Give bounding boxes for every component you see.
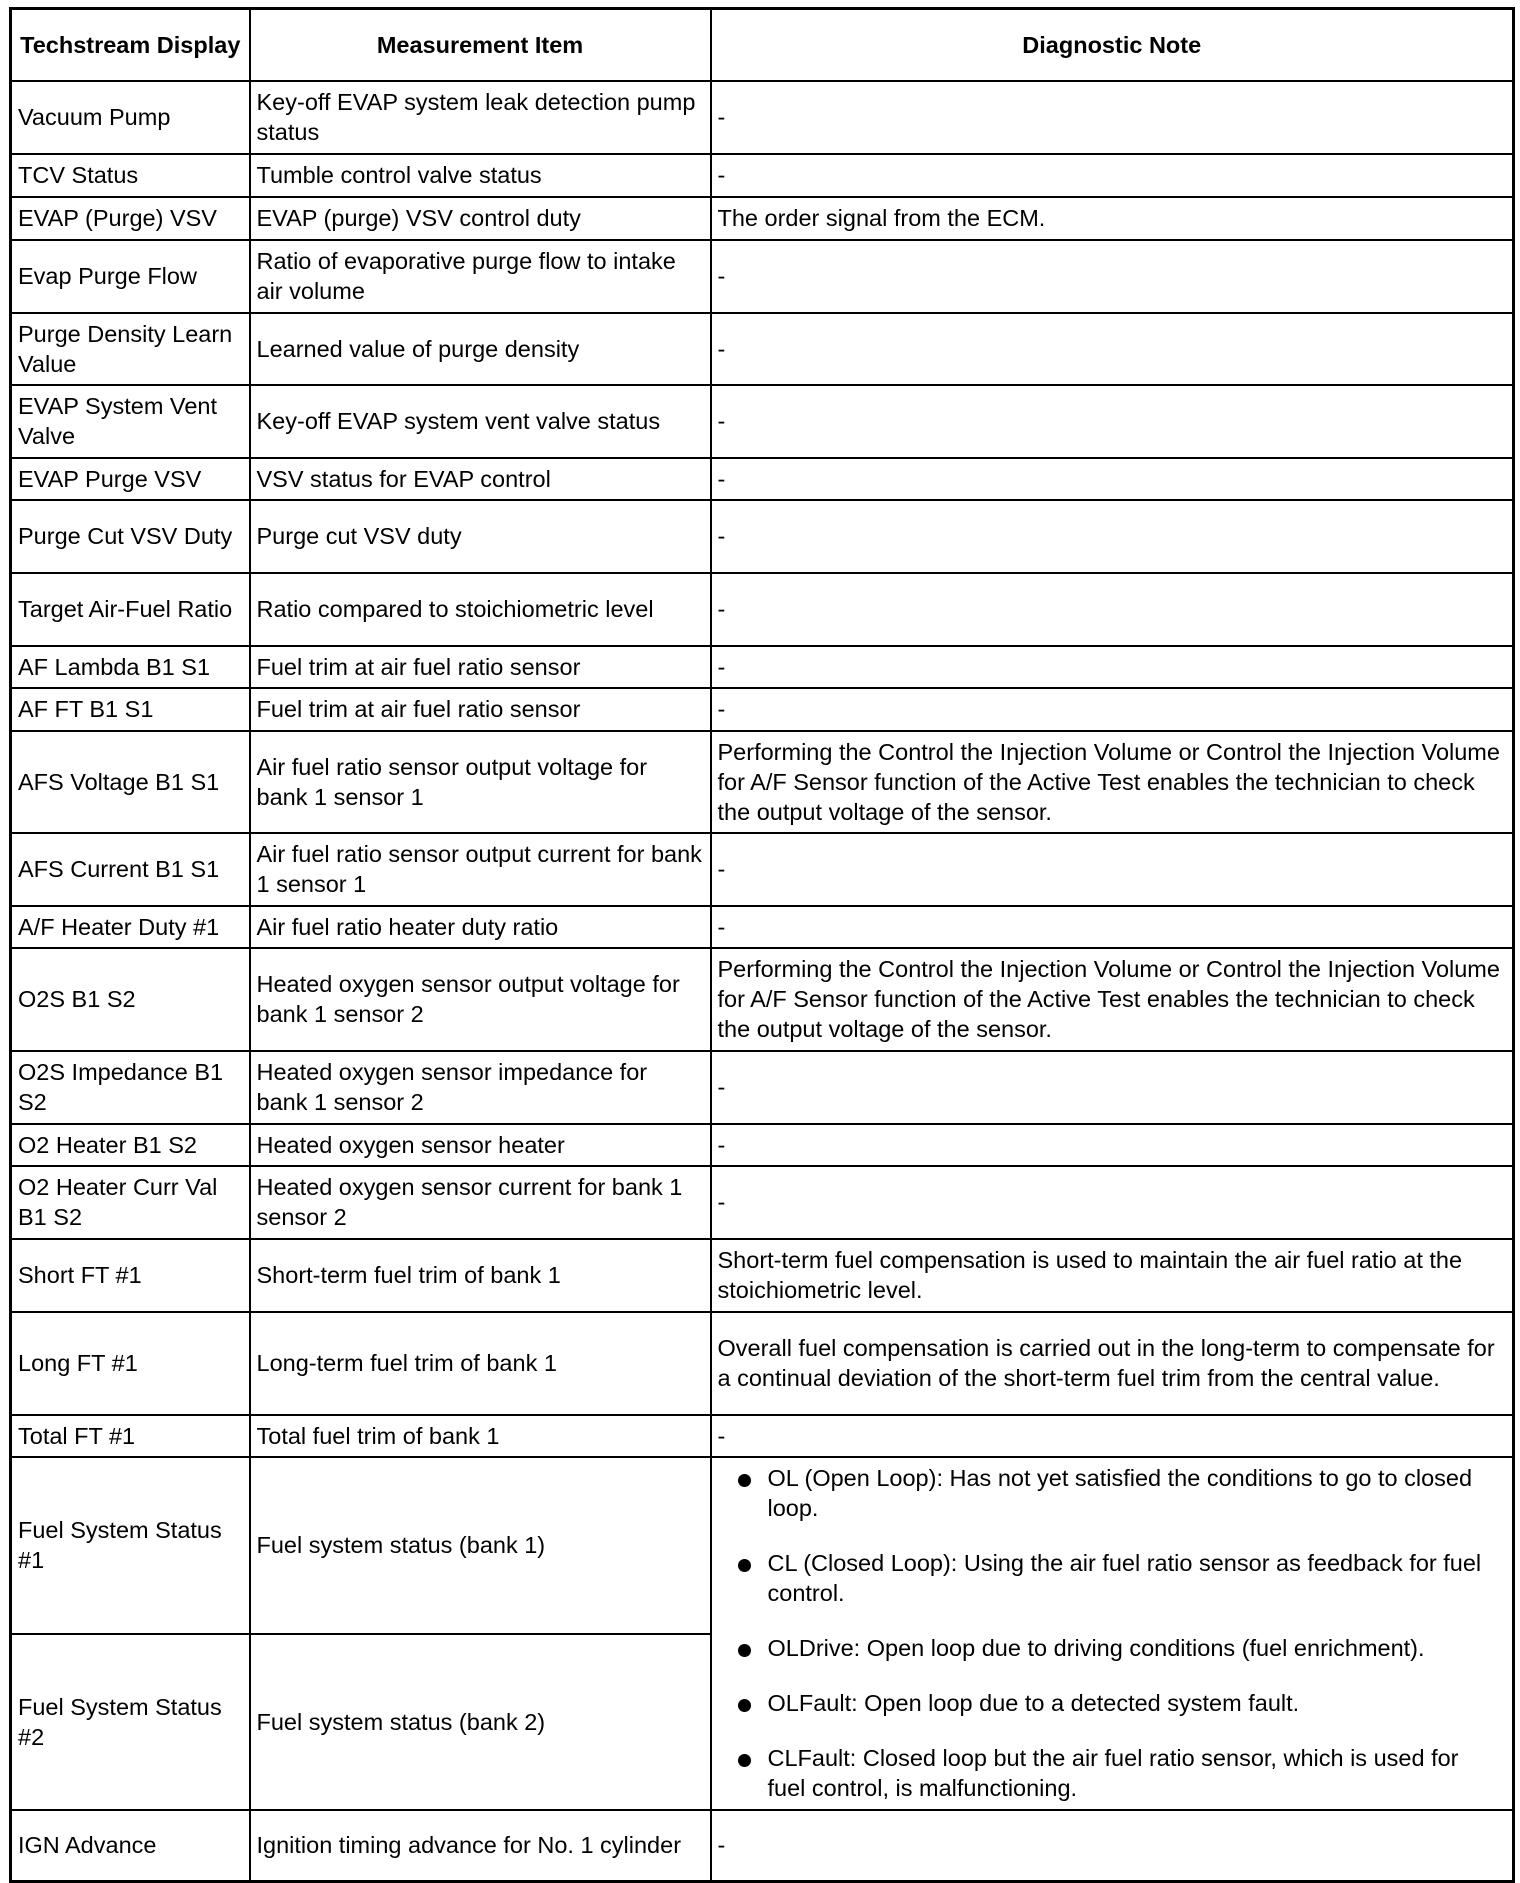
table-row <box>11 458 1514 500</box>
table-row <box>11 81 1514 154</box>
note-cell: - <box>711 1124 1514 1166</box>
display-cell: TCV Status <box>11 154 250 197</box>
note-cell: Performing the Control the Injection Volume or Control the Injection Volume for A/F Sensor function of the Active Test enables the technician to check the output voltage of the sensor. <box>711 948 1514 1051</box>
note-cell: - <box>711 385 1514 458</box>
item-cell: Tumble control valve status <box>250 154 711 197</box>
data-list-table <box>9 7 1515 1883</box>
note-cell: Performing the Control the Injection Volume or Control the Injection Volume for A/F Sensor function of the Active Test enables the technician to check the output voltage of the sensor. <box>711 731 1514 833</box>
display-cell: Fuel System Status #1 <box>11 1457 250 1634</box>
list-item: OLFault: Open loop due to a detected system fault. <box>734 1688 1503 1718</box>
item-cell: VSV status for EVAP control <box>250 458 711 500</box>
display-cell: A/F Heater Duty #1 <box>11 906 250 948</box>
display-cell: Long FT #1 <box>11 1312 250 1415</box>
table-row <box>11 1239 1514 1312</box>
item-cell: Total fuel trim of bank 1 <box>250 1415 711 1457</box>
table-row <box>11 906 1514 948</box>
display-cell: IGN Advance <box>11 1810 250 1882</box>
display-cell: O2 Heater B1 S2 <box>11 1124 250 1166</box>
note-cell: - <box>711 1051 1514 1124</box>
item-cell: Fuel trim at air fuel ratio sensor <box>250 688 711 731</box>
item-cell: Fuel trim at air fuel ratio sensor <box>250 646 711 688</box>
table-row <box>11 154 1514 197</box>
fuel-status-note-cell <box>711 1457 1514 1810</box>
fuel-status-bullet-list <box>718 1461 1507 1805</box>
display-cell: Target Air-Fuel Ratio <box>11 573 250 646</box>
item-cell: Ratio of evaporative purge flow to intake air volume <box>250 240 711 313</box>
item-cell: EVAP (purge) VSV control duty <box>250 197 711 240</box>
item-cell: Heated oxygen sensor output voltage for bank 1 sensor 2 <box>250 948 711 1051</box>
list-item: OL (Open Loop): Has not yet satisfied the conditions to go to closed loop. <box>734 1463 1503 1523</box>
table-row <box>11 1415 1514 1457</box>
note-cell: - <box>711 240 1514 313</box>
note-cell: - <box>711 1810 1514 1882</box>
list-item: CLFault: Closed loop but the air fuel ratio sensor, which is used for fuel control, is malfunctioning. <box>734 1743 1503 1803</box>
note-cell: - <box>711 906 1514 948</box>
display-cell: EVAP Purge VSV <box>11 458 250 500</box>
note-cell: - <box>711 154 1514 197</box>
item-cell: Learned value of purge density <box>250 313 711 385</box>
display-cell: Fuel System Status #2 <box>11 1634 250 1810</box>
note-cell: - <box>711 1415 1514 1457</box>
item-cell: Key-off EVAP system leak detection pump status <box>250 81 711 154</box>
display-cell: Evap Purge Flow <box>11 240 250 313</box>
table-row <box>11 1312 1514 1415</box>
header-diagnostic-note: Diagnostic Note <box>711 9 1514 81</box>
table-header-row <box>11 9 1514 81</box>
note-cell: - <box>711 646 1514 688</box>
display-cell: EVAP (Purge) VSV <box>11 197 250 240</box>
list-item: OLDrive: Open loop due to driving conditions (fuel enrichment). <box>734 1633 1503 1663</box>
display-cell: O2S Impedance B1 S2 <box>11 1051 250 1124</box>
item-cell: Heated oxygen sensor impedance for bank 1 sensor 2 <box>250 1051 711 1124</box>
table-row <box>11 1457 1514 1634</box>
note-cell: - <box>711 1166 1514 1239</box>
display-cell: AFS Voltage B1 S1 <box>11 731 250 833</box>
table-row <box>11 833 1514 906</box>
table-row <box>11 573 1514 646</box>
header-measurement-item: Measurement Item <box>250 9 711 81</box>
item-cell: Heated oxygen sensor current for bank 1 sensor 2 <box>250 1166 711 1239</box>
item-cell: Heated oxygen sensor heater <box>250 1124 711 1166</box>
table-row <box>11 1051 1514 1124</box>
header-techstream-display: Techstream Display <box>11 9 250 81</box>
note-cell: The order signal from the ECM. <box>711 197 1514 240</box>
item-cell: Air fuel ratio sensor output voltage for bank 1 sensor 1 <box>250 731 711 833</box>
note-cell: - <box>711 573 1514 646</box>
table-row <box>11 500 1514 573</box>
display-cell: AF Lambda B1 S1 <box>11 646 250 688</box>
table-row <box>11 240 1514 313</box>
display-cell: AF FT B1 S1 <box>11 688 250 731</box>
item-cell: Ratio compared to stoichiometric level <box>250 573 711 646</box>
table-row <box>11 1810 1514 1882</box>
item-cell: Air fuel ratio sensor output current for bank 1 sensor 1 <box>250 833 711 906</box>
display-cell: O2 Heater Curr Val B1 S2 <box>11 1166 250 1239</box>
note-cell: - <box>711 500 1514 573</box>
display-cell: Short FT #1 <box>11 1239 250 1312</box>
display-cell: Total FT #1 <box>11 1415 250 1457</box>
table-row <box>11 1124 1514 1166</box>
display-cell: Purge Cut VSV Duty <box>11 500 250 573</box>
table-row <box>11 688 1514 731</box>
note-cell: Overall fuel compensation is carried out in the long-term to compensate for a continual deviation of the short-term fuel trim from the central value. <box>711 1312 1514 1415</box>
note-cell: - <box>711 81 1514 154</box>
display-cell: EVAP System Vent Valve <box>11 385 250 458</box>
table-row <box>11 313 1514 385</box>
display-cell: O2S B1 S2 <box>11 948 250 1051</box>
item-cell: Long-term fuel trim of bank 1 <box>250 1312 711 1415</box>
display-cell: AFS Current B1 S1 <box>11 833 250 906</box>
item-cell: Fuel system status (bank 2) <box>250 1634 711 1810</box>
display-cell: Purge Density Learn Value <box>11 313 250 385</box>
display-cell: Vacuum Pump <box>11 81 250 154</box>
table-row <box>11 948 1514 1051</box>
item-cell: Air fuel ratio heater duty ratio <box>250 906 711 948</box>
note-cell: Short-term fuel compensation is used to maintain the air fuel ratio at the stoichiometric level. <box>711 1239 1514 1312</box>
note-cell: - <box>711 458 1514 500</box>
item-cell: Ignition timing advance for No. 1 cylinder <box>250 1810 711 1882</box>
note-cell: - <box>711 833 1514 906</box>
item-cell: Key-off EVAP system vent valve status <box>250 385 711 458</box>
list-item: CL (Closed Loop): Using the air fuel ratio sensor as feedback for fuel control. <box>734 1548 1503 1608</box>
table-row <box>11 731 1514 833</box>
item-cell: Fuel system status (bank 1) <box>250 1457 711 1634</box>
table-row <box>11 1166 1514 1239</box>
table-row <box>11 385 1514 458</box>
table-row <box>11 197 1514 240</box>
item-cell: Short-term fuel trim of bank 1 <box>250 1239 711 1312</box>
table-row <box>11 646 1514 688</box>
note-cell: - <box>711 688 1514 731</box>
note-cell: - <box>711 313 1514 385</box>
item-cell: Purge cut VSV duty <box>250 500 711 573</box>
